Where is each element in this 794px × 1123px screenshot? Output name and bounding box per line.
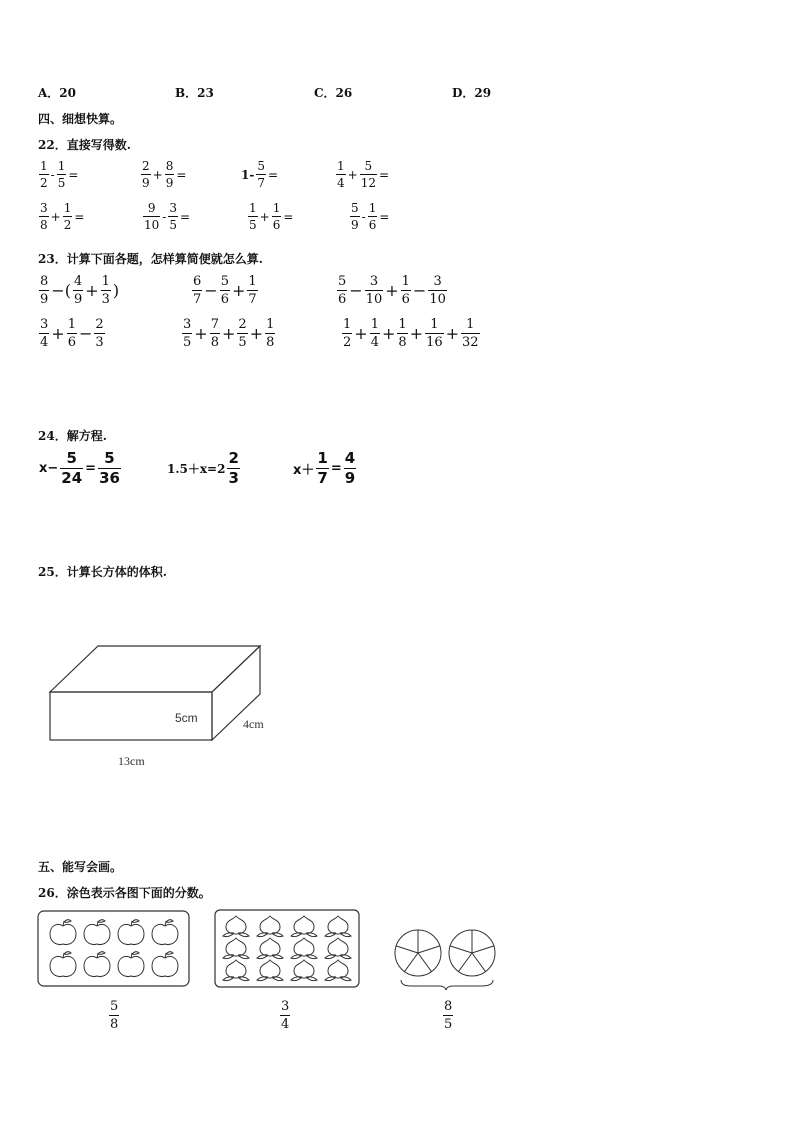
- peach-icon: [223, 938, 249, 959]
- peach-icon: [257, 960, 283, 981]
- q23-expr-2: $\frac{6}{7}$ − $\frac{5}{6}$ + $\frac{1}{7}$: [193, 274, 257, 307]
- q22-item-1: $\frac{1}{2}$ - $\frac{1}{5}$ =: [40, 159, 79, 190]
- peach-icon: [257, 916, 283, 937]
- peach-icon: [325, 916, 351, 937]
- q22-item-7: $\frac{1}{5}$ + $\frac{1}{6}$ =: [249, 201, 294, 232]
- apple-icon: [152, 952, 178, 977]
- peach-icon: [257, 938, 283, 959]
- q23-expr-4: $\frac{3}{4}$ + $\frac{1}{6}$ − $\frac{2}{3}$: [40, 317, 104, 350]
- q23-expr-6: $\frac{1}{2}$ + $\frac{1}{4}$ + $\frac{1}{8}$ + $\frac{1}{16}$ + $\frac{1}{32}$: [343, 317, 479, 350]
- section5-title: 五、能写会画。: [38, 860, 123, 874]
- peach-icon: [325, 938, 351, 959]
- option-b: B．23: [175, 86, 214, 100]
- length-label: 13cm: [118, 754, 145, 768]
- option-a: A．20: [38, 86, 77, 100]
- q24-title: 24．解方程.: [38, 429, 107, 443]
- option-d: D．29: [452, 86, 492, 100]
- q24-eq-1: x− $\frac{5}{24}$ = $\frac{5}{36}$: [39, 449, 120, 487]
- peach-icon: [223, 960, 249, 981]
- peach-icon: [223, 916, 249, 937]
- q26-fraction-2: $\frac{3}{4}$: [281, 999, 290, 1032]
- apple-icon: [118, 920, 144, 945]
- q26-fraction-1: $\frac{5}{8}$: [110, 999, 119, 1032]
- cuboid-diagram: [40, 640, 300, 780]
- height-label: 5cm: [175, 711, 198, 725]
- peaches-box: [214, 909, 361, 989]
- peach-icon: [291, 916, 317, 937]
- peach-icon: [325, 960, 351, 981]
- apple-icon: [152, 920, 178, 945]
- q26-fraction-3: $\frac{8}{5}$: [444, 999, 453, 1032]
- q23-expr-5: $\frac{3}{5}$ + $\frac{7}{8}$ + $\frac{2}{5}$ + $\frac{1}{8}$: [183, 317, 275, 350]
- cuboid-top-face: [50, 646, 260, 692]
- circles-diagram: [393, 928, 499, 992]
- q24-eq-2: 1.5＋x=2 $\frac{2}{3}$: [167, 449, 239, 487]
- section4-title: 四、细想快算。: [38, 112, 123, 126]
- q25-title: 25．计算长方体的体积.: [38, 565, 167, 579]
- peach-icon: [291, 960, 317, 981]
- option-c: C．26: [314, 86, 353, 100]
- q23-expr-1: $\frac{8}{9}$ −( $\frac{4}{9}$ + $\frac{1}{3}$ ): [40, 274, 120, 307]
- q22-title: 22．直接写得数.: [38, 138, 131, 152]
- apple-icon: [118, 952, 144, 977]
- q22-item-6: $\frac{9}{10}$ - $\frac{3}{5}$ =: [144, 201, 191, 232]
- peach-icon: [291, 938, 317, 959]
- q22-item-4: $\frac{1}{4}$ + $\frac{5}{12}$ =: [337, 159, 390, 190]
- q22-item-2: $\frac{2}{9}$ + $\frac{8}{9}$ =: [142, 159, 187, 190]
- apples-box: [37, 910, 191, 988]
- brace-icon: [401, 980, 493, 990]
- apple-icon: [84, 952, 110, 977]
- apple-icon: [84, 920, 110, 945]
- apple-icon: [50, 920, 76, 945]
- q22-item-8: $\frac{5}{9}$ - $\frac{1}{6}$ =: [351, 201, 390, 232]
- depth-label: 4cm: [243, 717, 264, 731]
- q26-title: 26．涂色表示各图下面的分数。: [38, 886, 211, 900]
- q23-title: 23．计算下面各题，怎样算简便就怎么算.: [38, 252, 263, 266]
- q23-expr-3: $\frac{5}{6}$ − $\frac{3}{10}$ + $\frac{1}{6}$ − $\frac{3}{10}$: [338, 274, 446, 307]
- apple-icon: [50, 952, 76, 977]
- q22-item-3: 1- $\frac{5}{7}$ =: [241, 159, 279, 190]
- q22-item-5: $\frac{3}{8}$ + $\frac{1}{2}$ =: [40, 201, 85, 232]
- q24-eq-3: x＋ $\frac{1}{7}$ = $\frac{4}{9}$: [293, 449, 356, 487]
